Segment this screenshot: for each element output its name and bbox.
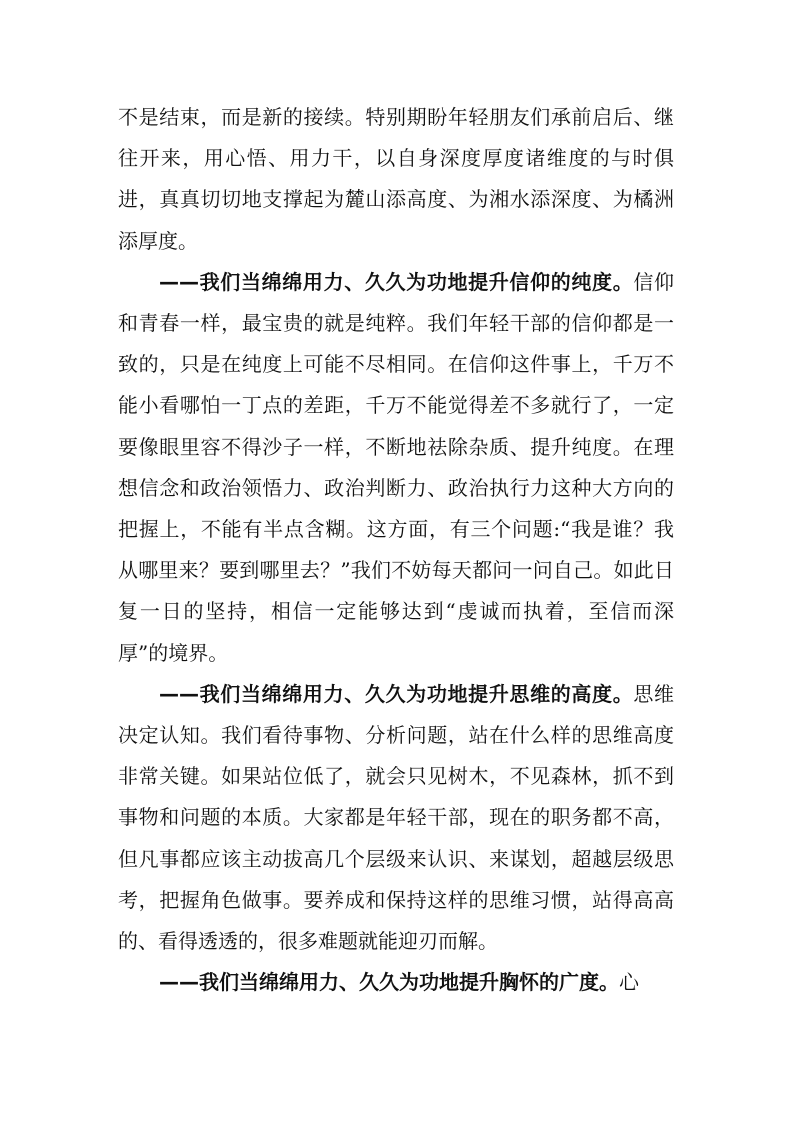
paragraph-lead-heading: ——我们当绵绵用力、久久为功地提升信仰的纯度。 [159,269,634,294]
paragraph-lead-heading: ——我们当绵绵用力、久久为功地提升胸怀的广度。 [159,970,619,995]
document-page [118,97,674,1003]
paragraph-mind-breadth [118,962,674,1003]
paragraph-continuation [118,97,674,262]
paragraph-text: 思维决定认知。我们看待事物、分析问题，站在什么样的思维高度非常关键。如果站位低了，就会只见树木，不见森林，抓不到事物和问题的本质。大家都是年轻干部，现在的职务都不高，但凡事都应该主动拔高几个层级来认识、来谋划，超越层级思考，把握角色做事。要养成和保持这样的思维习惯，站得高高的、看得透透的，很多难题就能迎刃而解。 [118,681,675,954]
paragraph-text: 信仰和青春一样，最宝贵的就是纯粹。我们年轻干部的信仰都是一致的，只是在纯度上可能不尽相同。在信仰这件事上，千万不能小看哪怕一丁点的差距，千万不能觉得差不多就行了，一定要像眼里容不得沙子一样，不断地祛除杂质、提升纯度。在理想信念和政治领悟力、政治判断力、政治执行力这种大方向的把握上，不能有半点含糊。这方面，有三个问题:“我是谁？我从哪里来？要到哪里去？”我们不妨每天都问一问自己。如此日复一日的坚持，相信一定能够达到“虔诚而执着，至信而深厚”的境界。 [118,269,675,665]
paragraph-text: 心 [619,970,639,995]
paragraph-text: 不是结束，而是新的接续。特别期盼年轻朋友们承前启后、继往开来，用心悟、用力干，以自身深度厚度诸维度的与时俱进，真真切切地支撑起为麓山添高度、为湘水添深度、为橘洲添厚度。 [118,105,674,253]
paragraph-thinking-height [118,674,674,962]
paragraph-faith-purity [118,262,674,674]
paragraph-lead-heading: ——我们当绵绵用力、久久为功地提升思维的高度。 [159,681,634,706]
